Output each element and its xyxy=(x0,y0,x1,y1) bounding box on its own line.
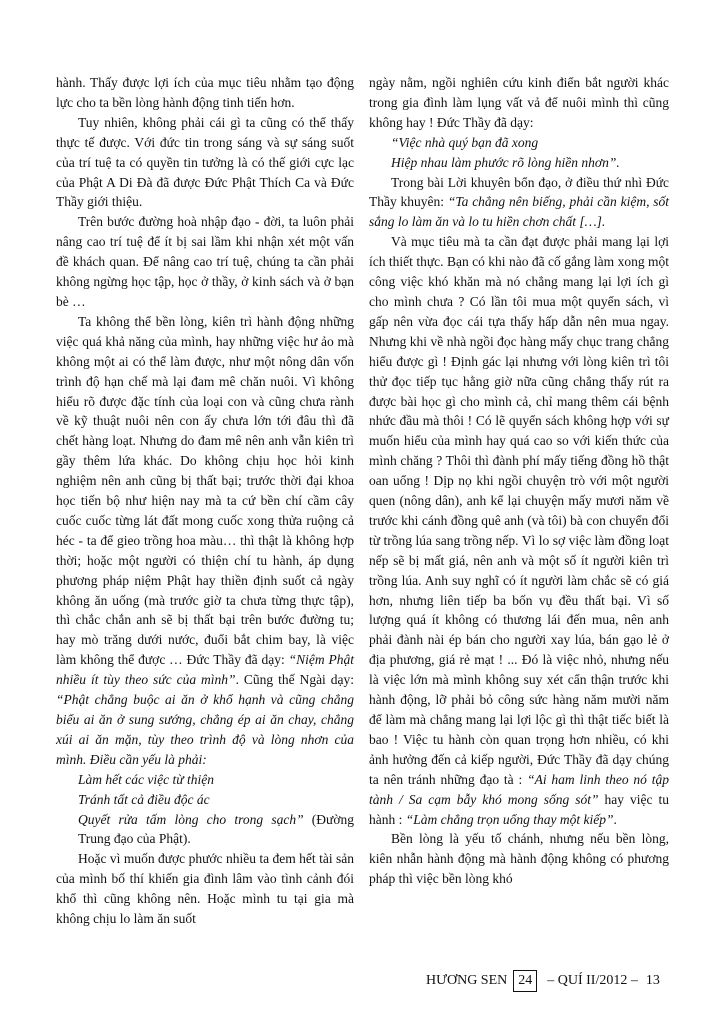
issue-number-box: 24 xyxy=(513,970,537,992)
issue-quarter: – QUÍ II/2012 – xyxy=(547,973,638,988)
quote-text: “Ai ham linh theo nó tập tành / Sa cạm bẫy khó mong sống sót” xyxy=(369,771,669,807)
page-number: 13 xyxy=(645,973,660,988)
paragraph-text: Trong bài Lời khuyên bổn đạo, ở điều thứ nhì Đức Thầy khuyên: xyxy=(369,174,669,210)
left-column xyxy=(56,73,354,929)
verse-line-1: “Việc nhà quý bạn đã xong xyxy=(391,134,539,150)
left-paragraph-3: Trên bước đường hoà nhập đạo - đời, ta luôn phải nâng cao trí tuệ để ít bị sai lầm khi nhận xét một vấn đề khách quan. Để nâng cao trí tuệ, chúng ta cần phải không ngừng học tập, học ở thầy, ở kinh sách và ở bạn bè … xyxy=(56,214,354,309)
quote-text: “Ta chẳng nên biếng, phải cần kiệm, sốt sắng lo làm ăn và lo tu hiền chơn chất […]. xyxy=(369,194,670,230)
paragraph-text: hay việc tu hành : xyxy=(369,791,669,827)
left-paragraph-1: hành. Thấy được lợi ích của mục tiêu nhằm tạo động lực cho ta bền lòng hành động tinh tiến hơn. xyxy=(56,75,354,110)
quote-text: “Niệm Phật nhiều ít tùy theo sức của mình” xyxy=(56,652,354,688)
right-paragraph-3 xyxy=(369,232,669,829)
publication-name: HƯƠNG SEN xyxy=(426,973,508,988)
verse-line-3 xyxy=(56,810,354,850)
paragraph-text: . Cũng thế Ngài dạy: xyxy=(235,672,355,688)
quote-text: “Phật chẳng buộc ai ăn ở khổ hạnh và cũng chẳng biểu ai ăn ở sung sướng, chẳng ép ai ăn chay, chẳng xúi ai ăn mặn, tùy theo trình độ và lòng nhơn của mình. Điều cần yếu là phải: xyxy=(56,692,354,767)
paragraph-text: Và mục tiêu mà ta cần đạt được phải mang lại lợi ích thiết thực. Bạn có khi nào đã cố gắng làm xong một công việc khó khăn mà nó chẳng mang lại lợi ích gì cho mình chưa ? Có lần tôi mua một quyển sách, vì gấp nên vừa đọc cái tựa thấy hấp dẫn nên mua ngay. Nhưng khi về nhà ngồi đọc hàng mấy chục trang chẳng hiểu được gì ! Định gác lại nhưng với lòng kiên trì tôi thử đọc tiếp tục hằng giờ nữa cũng chẳng thấy rút ra được bài học gì cho mình cả, chỉ mang thêm cái bệnh nhức đầu mà thôi ! Có lẽ quyển sách không hợp với sự muốn hiểu của mình hay quá cao so với kiến thức của mình chăng ? Thôi thì đành phí mấy tiếng đồng hồ thật oan uổng ! Dịp nọ khi ngồi chuyện trò với một người quen (nông dân), anh kể lại chuyện mấy mươi năm về trước khi cánh đồng quê anh (và tôi) bà con chuyển đổi từ trồng lúa sang trồng nếp. Vì lo sợ việc làm đồng loạt nếp sẽ bị mất giá, nên anh và một số ít người kiên trì trồng lúa. Anh suy nghĩ có ít người làm chắc sẽ có giá hơn, nhưng liên tiếp ba bốn vụ đều thất bại. Vì số lượng quá ít không có thương lái đến mua, nên anh phải đành nài ép bán cho người xay lúa, bán gạo lẻ ở địa phương, giá rẻ mạt ! ... Đó là việc nhỏ, nhưng nếu là việc lớn mà mình không suy xét cẩn thận trước khi hành động, lỡ phải bỏ công sức hàng năm mười năm để làm mà chẳng mang lại lợi lộc gì thì thật tiếc biết là bao ! Việc tu hành còn quan trọng hơn nhiều, có khi ảnh hưởng đến cả kiếp người, Đức Thầy đã dạy chúng ta nên tránh những đạo tà : xyxy=(369,234,669,787)
page-footer xyxy=(426,970,676,992)
right-paragraph-1: ngày nằm, ngồi nghiên cứu kinh điển bắt người khác trong gia đình làm lụng vất vả để nuôi mình thì cũng không hay ! Đức Thầy đã dạy: xyxy=(369,75,669,130)
verse-line-2: Hiệp nhau làm phước rõ lòng hiền nhơn”. xyxy=(391,154,620,170)
verse-line-2: Tránh tất cả điều độc ác xyxy=(78,791,210,807)
left-paragraph-2: Tuy nhiên, không phải cái gì ta cũng có thể thấy thực tế được. Với đức tin trong sáng và sự sáng suốt của trí tuệ ta có quyền tin tưởng là có thế giới cực lạc của Phật A Di Đà đã được Đức Phật Thích Ca và Đức Thầy giới thiệu. xyxy=(56,114,354,210)
left-paragraph-4 xyxy=(56,312,354,770)
right-paragraph-2 xyxy=(369,173,669,233)
quote-text: Quyết rửa tấm lòng cho trong sạch” xyxy=(78,811,304,827)
right-column xyxy=(369,73,669,889)
paragraph-text: Ta không thể bền lòng, kiên trì hành động những việc quá khả năng của mình, hay những việc hư ảo mà không một ai có thể làm được, như một nông dân vốn trình độ hạn chế mà lại đam mê chăn nuôi. Vì không hiểu rõ được đặc tính của loại con và cũng chưa rành về kỹ thuật nuôi nên con ấy chưa lớn tới đâu thì đã chết hàng loạt. Nhưng do đam mê nên anh vẫn kiên trì gầy thêm lứa khác. Do không chịu học hỏi kinh nghiệm nên anh cũng bị thất bại; trước thời đại khoa học tiến bộ như hiện nay mà ta cứ bền chí cầm cây cuốc cuốc từng lát đất mong cuốc xong thửa ruộng cả héc - ta để gieo trồng hoa màu… thì thật là không hợp thời; hoặc một người có thiện chí tu hành, áp dụng phương pháp niệm Phật hay thiền định suốt cả ngày không ăn uống (mà trước giờ ta chưa từng thực tập), thì chắc chắn anh sẽ bị thất bại trên bước đường tu; hay mò trăng dưới nước, đuổi bắt chim bay, là việc làm không thể được … Đức Thầy đã dạy: xyxy=(56,313,354,668)
right-paragraph-4: Bền lòng là yếu tố chánh, nhưng nếu bền lòng, kiên nhẫn hành động mà hành động không có phương pháp thì việc bền lòng khó xyxy=(369,831,669,887)
verse-line-1: Làm hết các việc từ thiện xyxy=(78,771,214,787)
paragraph-text: . xyxy=(613,811,617,827)
citation-text: (Đường Trung đạo của Phật). xyxy=(78,811,354,847)
left-paragraph-5: Hoặc vì muốn được phước nhiều ta đem hết tài sản của mình bố thí khiến gia đình lâm vào tình cảnh đói khổ thì cũng không nên. Hoặc mình tu tại gia mà không chịu lo làm ăn suốt xyxy=(56,851,354,927)
quote-text: “Làm chẳng trọn uổng thay một kiếp” xyxy=(405,811,614,827)
